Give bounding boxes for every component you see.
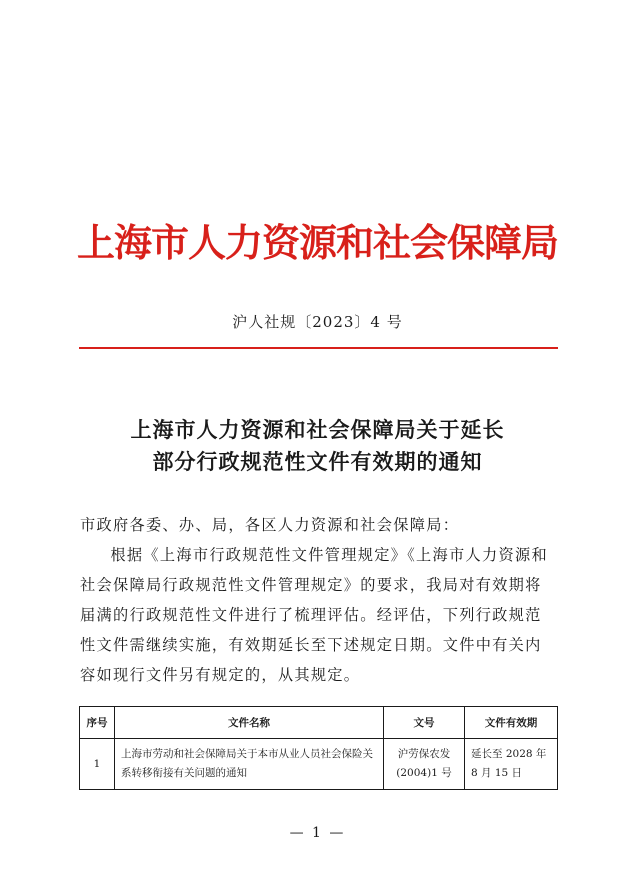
title-line-1: 上海市人力资源和社会保障局关于延长 (130, 417, 505, 442)
document-number: 沪人社规〔2023〕4 号 (232, 313, 403, 331)
salutation: 市政府各委、办、局，各区人力资源和社会保障局： (80, 516, 460, 534)
body-paragraph: 根据《上海市行政规范性文件管理规定》《上海市人力资源和社会保障局行政规范性文件管理规定》的要求，我局对有效期将届满的行政规范性文件进行了梳理评估。经评估，下列行政规范性文件需继续实施，有效期延长至下述规定日期。文件中有关内容如现行文件另有规定的，从其规定。 (80, 546, 548, 684)
red-divider-line (79, 347, 558, 349)
row-file-name: 上海市劳动和社会保障局关于本市从业人员社会保险关系转移衔接有关问题的通知 (115, 739, 384, 790)
row-document-number: 沪劳保农发(2004)1 号 (384, 739, 465, 790)
table-row (80, 739, 558, 790)
row-index: 1 (80, 739, 115, 790)
notice-body (80, 510, 558, 690)
table-header-row (80, 707, 558, 739)
header-index: 序号 (80, 707, 115, 739)
notice-title (0, 414, 635, 478)
header-document-number: 文号 (384, 707, 465, 739)
extended-files-table (79, 706, 558, 790)
page-number: — 1 — (289, 825, 346, 841)
title-line-2: 部分行政规范性文件有效期的通知 (152, 449, 483, 474)
header-file-name: 文件名称 (115, 707, 384, 739)
header-validity: 文件有效期 (465, 707, 558, 739)
row-validity: 延长至 2028 年 8 月 15 日 (465, 739, 558, 790)
issuing-authority-masthead: 上海市人力资源和社会保障局 (76, 220, 558, 265)
